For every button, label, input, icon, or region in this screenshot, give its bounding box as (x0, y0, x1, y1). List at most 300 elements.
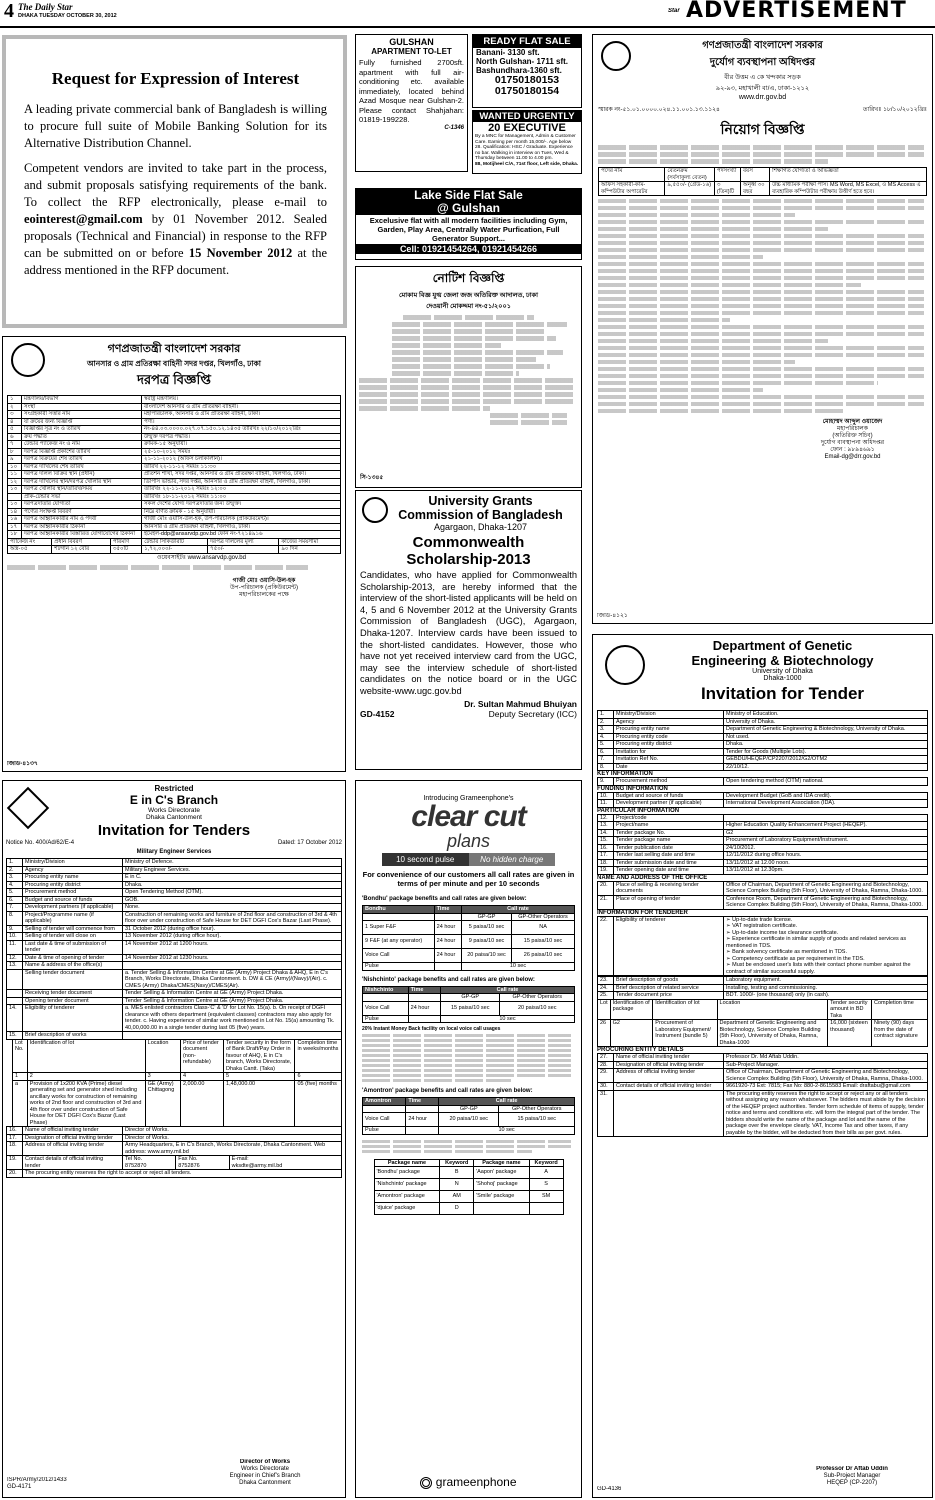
table-row (363, 1127, 575, 1135)
geb-table-fund (597, 792, 928, 808)
eligibility-text: Up-to-date trade license. (732, 916, 793, 923)
table-cell: 18. (7, 1142, 23, 1156)
table-row (598, 1083, 928, 1091)
ready-flat-line-3: Bashundhara-1360 sft. (476, 66, 562, 75)
table-cell: N (440, 1179, 474, 1191)
text-block (598, 199, 924, 203)
table-cell: 13. (598, 822, 614, 830)
text-block (598, 297, 924, 301)
table-row (363, 1001, 575, 1015)
table-row (8, 516, 341, 524)
table-cell: GP-GP (439, 1105, 499, 1113)
drr-header-2: দুর্যোগ ব্যবস্থাপনা অধিদপ্তর (709, 57, 816, 68)
table-cell: ৩ (তিন)টি (714, 182, 740, 196)
drr-memo: স্মারক নং-৫১.০১.০০০০.০২৪.১১.০০১.১৩.১১২৪ (598, 107, 720, 113)
table-cell: 9 F&F (at any operator) (363, 935, 435, 949)
table-cell: Budget and source of funds (614, 792, 724, 800)
table-cell: ইমেইল-ddp@ansarvdp.gov.bd ফোন নং-৭২১৪৯১৬ (142, 531, 341, 539)
table-cell: 7. (7, 904, 23, 912)
table-cell: 26 (598, 1020, 611, 1047)
table-cell: 30. (598, 1083, 614, 1091)
eligibility-item (726, 936, 925, 949)
table-row (8, 523, 341, 531)
ugc-logo-icon (362, 497, 388, 523)
table-cell: ডিপিসি ভান্ডার, সদর দপ্তর, আনসার ও গ্রাম প্রতিরক্ষা বাহিনী, খিলগাঁও, ঢাকা। (142, 478, 341, 486)
table-cell: 4. (598, 733, 614, 741)
table-header (374, 1159, 563, 1167)
table-row (7, 933, 342, 941)
table-cell (529, 1203, 563, 1215)
table-cell: Tender security amount in BD Taka (828, 999, 872, 1020)
table-cell: University of Dhaka. (724, 718, 928, 726)
table-cell: Ministry/Division (23, 859, 123, 867)
eic-email-cell (229, 1156, 341, 1170)
table-cell: 17. (7, 1134, 23, 1142)
text-block (598, 283, 861, 287)
table-cell: 5. (598, 741, 614, 749)
eic-notice-row (6, 840, 342, 847)
eic-main-title: Invitation for Tenders (97, 822, 251, 839)
gulshan-subtitle: APARTMENT TO-LET (371, 47, 452, 56)
table-cell: মহাপরিচালক, আনসার ও গ্রাম প্রতিরক্ষা বাহিনী, ঢাকা। (142, 411, 341, 419)
table-cell: দরপত্র দাখিলের স্থান/দরপত্র খোলার স্থান (22, 478, 142, 486)
eic-row-19: 19. (7, 1156, 23, 1170)
table-cell: অফিস সহকারী-কাম-কম্পিউটার অপারেটর (599, 182, 665, 196)
eic-dated: Dated: 17 October 2012 (277, 840, 342, 846)
table-cell: 7. (598, 756, 614, 764)
table-cell: Development partner (if applicable) (614, 800, 724, 808)
gp-hidden-badge: No hidden charge (469, 853, 556, 866)
drr-signer-title: মহাপরিচালক (837, 426, 868, 432)
gulshan-body: Fully furnished 2700sft. apartment with full air-conditioning etc. available immediately, located behind Azad Mosque near Gulshan-2. Please contact Shahjahan: 01819-199228. (359, 58, 464, 124)
table-row (7, 1134, 342, 1142)
eic-code-1: ISPR/Army/2012/1433 (7, 1477, 67, 1483)
table-cell (7, 969, 23, 990)
table-cell (408, 1015, 440, 1023)
table-cell: শিক্ষাগত যোগ্যতা ও অভিজ্ঞতা (770, 168, 927, 182)
table-cell: Lot (598, 999, 611, 1020)
table-row (598, 1061, 928, 1069)
table-cell: 6. (598, 748, 614, 756)
notice-case: দেওয়ানী মোকদ্দমা নং-৫১/২০০১ (426, 303, 511, 310)
drr-header-4: ৯২-৯৩, মহাখালী বা/এ, ঢাকা-১২১২ (715, 85, 810, 92)
table-cell: Voice Call (363, 1001, 409, 1015)
ready-flat-phone-1[interactable]: 01750180153 (494, 74, 560, 86)
table-row (7, 925, 342, 933)
eoi-text-a: Competent vendors are invited to take part in the process, and submit proposals satisfying requirements of the bank. To collect the RFP electronically, please e-mail to (24, 161, 327, 209)
notice-code: সি-১৩৪৫ (360, 475, 384, 481)
text-block (598, 213, 795, 217)
table-header (363, 986, 575, 994)
check-bullet-icon: ➢ (726, 923, 733, 929)
table-cell: SM (529, 1191, 563, 1203)
table-cell: 05 (five) months (295, 1080, 342, 1127)
table-row (598, 792, 928, 800)
table-cell: ৯০ দিন (279, 546, 341, 554)
table-cell: Identification of lot (653, 999, 717, 1020)
gp-intro: Introducing Grameenphone's (423, 795, 514, 802)
table-cell: Tender submission date and time (614, 859, 724, 867)
drr-memo-row (598, 104, 927, 115)
geb-table-info (597, 916, 928, 977)
table-cell: দরপত্র আহ্বানকারীর বিস্তারিত যোগাযোগের ঠিকানা (22, 531, 142, 539)
drr-title: নিয়োগ বিজ্ঞপ্তি (720, 121, 805, 137)
drr-fax: ফোন : ৯৮৯৪৬৯১ (830, 447, 875, 453)
table-cell: 'Bondhu' package (374, 1167, 440, 1179)
geb-eligibility (724, 916, 928, 976)
table-cell: Address of official inviting tender (614, 1069, 724, 1083)
table-cell: Amontron (363, 1098, 406, 1106)
table-cell: Eligibility of tenderer (23, 1005, 123, 1032)
check-bullet-icon: ➢ (726, 916, 733, 923)
eic-tail-table (6, 1126, 342, 1156)
text-block (598, 402, 924, 406)
ready-flat-phone-2[interactable]: 01750180154 (494, 85, 560, 97)
geb-section-entity: PROCURING ENTITY DETAILS (597, 1047, 684, 1053)
gp-bondhu-title: 'Bondhu' package benefits and call rates are given below: (362, 896, 527, 902)
geb-city: Dhaka-1000 (763, 675, 802, 682)
eligibility-text: Experience certificate in similar supply of goods and related services as mentioned in TDS. (726, 936, 907, 949)
table-cell: অনূর্ধ্ব ৩০ বছর (740, 182, 769, 196)
ready-flat-title: READY FLAT SALE (473, 35, 581, 48)
table-cell: 24/10/2012. (724, 844, 928, 852)
table-cell: 15 paisa/10 sec (499, 1113, 575, 1127)
table-cell: ৭৫০/- (208, 546, 279, 554)
table-cell: ৯ (8, 456, 22, 464)
ugc-title-4: Scholarship-2013 (406, 551, 531, 568)
drr-code: জিডি-৪১২১ (597, 613, 628, 619)
lakeside-title-2: @ Gulshan (356, 202, 581, 215)
table-cell: Date (614, 763, 724, 771)
table-subheader (363, 1105, 575, 1113)
text-block (598, 220, 924, 224)
ansar-website[interactable]: ওয়েবসাইটঃ www.ansarvdp.gov.bd (157, 554, 246, 561)
text-block (392, 364, 550, 369)
ansar-title: দরপত্র বিজ্ঞপ্তি (137, 372, 211, 387)
table-header (363, 906, 575, 914)
ugc-body: Candidates, who have applied for Commonwealth Scholarship-2013, are hereby informed that the interview of the short-listed applicants will be held on 4, 5 and 6 November 2012 at the University Grants Commission of Bangladesh (UGC), Agargaon, Dhaka-1207. Interview cards have been issued to the short-listed candidates. However, those who have not yet received interview card from the UGC, may see the interview schedule of short-listed candidates on the notice board or in the UGC website-www.ugc.gov.bd (360, 570, 577, 696)
table-cell: 14 November 2012 at 1230 hours. (123, 954, 342, 962)
gp-bonus-title: 20% Instant Money Back facility on local voice call usages (362, 1026, 501, 1032)
text-block (392, 357, 537, 362)
table-subheader (363, 913, 575, 921)
table-cell: Call rate (440, 986, 574, 994)
table-cell: প্রধান বিবরণ (52, 538, 111, 546)
table-cell: 10 sec (461, 963, 574, 971)
table-cell: 13/11/2012 at 12.30pm. (724, 867, 928, 875)
table-cell: Designation of official inviting tender (23, 1134, 123, 1142)
eoi-email[interactable]: eointerest@gmail.com (24, 212, 143, 226)
eic-sign-4: Dhaka Cantonment (239, 1480, 291, 1486)
geb-table-a (597, 710, 928, 771)
table-row (8, 448, 341, 456)
table-cell: Brief description of works (23, 1032, 123, 1040)
gp-keyword-table (374, 1159, 564, 1216)
table-cell: দরপত্র দলিল বিক্রির স্থান (প্রধান) (22, 471, 142, 479)
table-cell: 1. (7, 859, 23, 867)
eoi-paragraph-1: A leading private commercial bank of Bangladesh is willing to procure full suite of Mobile Banking Solution for its Alternative Distribution Channel. (24, 102, 327, 150)
table-cell (123, 962, 342, 970)
table-cell: 'Nishchinto' package (374, 1179, 440, 1191)
table-cell: Procuring entity code (614, 733, 724, 741)
text-block (598, 388, 763, 392)
table-cell: G2 (610, 1020, 653, 1047)
table-cell: 9661920-73 Ext: 7815; Fax No: 880-2-8615583 Email: draftabu@gmail.com (724, 1083, 928, 1091)
table-cell: Pulse (363, 1127, 406, 1135)
table-cell: Bondhu (363, 906, 435, 914)
geb-signer: Professor Dr Aftab Uddin (816, 1466, 888, 1472)
table-cell: ২১-১১-২০১২ (অফিস চলাকালীন)। (142, 456, 341, 464)
ugc-ad (355, 490, 582, 770)
wanted-body: By a MNC for Management, Admin & Customer Care. Earning per month 15,000/-. Age below 28. Qualification: HSC / Graduate. Experience no bar. Walking in interview on Tues, Wed & Thursday between 11.00 to 4.00 pm. (475, 134, 576, 162)
geb-table-part (597, 814, 928, 875)
text-block (598, 255, 763, 259)
table-cell: 19. (598, 867, 614, 875)
table-cell: ১৩ (8, 501, 22, 509)
table-row (7, 911, 342, 925)
eligibility-text: Competency certificate as per requirement in the TDS. (732, 955, 865, 962)
table-cell: 9. (598, 778, 614, 786)
table-row (598, 829, 928, 837)
eic-fax: 8752876 (178, 1162, 200, 1169)
ugc-address: Agargaon, Dhaka-1207 (433, 522, 528, 532)
eic-lot-table (12, 1039, 342, 1128)
text-block (7, 565, 308, 570)
table-cell: Completion time (872, 999, 928, 1020)
lakeside-ad (355, 188, 582, 260)
table-cell: 3. (7, 874, 23, 882)
table-cell: 31 October 2012 (during office hour). (123, 925, 342, 933)
table-cell: 21. (598, 895, 614, 909)
table-row (598, 1054, 928, 1062)
table-cell: Tender Selling & Information Centre at GE (Army) Project Dhaka. (123, 997, 342, 1005)
ansar-header-1: গণপ্রজাতন্ত্রী বাংলাদেশ সরকার (107, 343, 241, 355)
table-row (598, 844, 928, 852)
table-cell: ৮ (8, 448, 22, 456)
notice-court: মোকাম বিজ্ঞ যুগ্ম জেলা জজ অতিরিক্ত আদালত, ঢাকা (399, 292, 538, 299)
eoi-ad (2, 35, 347, 328)
mini-logo: Star (668, 8, 680, 14)
table-row (8, 486, 341, 494)
gp-pulse-badge: 10 second pulse (382, 853, 469, 866)
table-cell: Invitation for (614, 748, 724, 756)
table-cell: 11. (7, 940, 23, 954)
table-cell: 1,48,000.00 (224, 1080, 295, 1127)
table-cell: 24 hour (406, 1113, 439, 1127)
table-cell: 14. (7, 1005, 23, 1032)
text-block (403, 315, 534, 320)
text-block (362, 1064, 571, 1067)
table-row (598, 837, 928, 845)
table-cell: Professor Dr. Md Aftab Uddin. (724, 1054, 928, 1062)
wanted-ad (472, 110, 582, 174)
table-cell: Procurement of Laboratory Equipment/Instrument. (724, 837, 928, 845)
table-cell: অস্ত্র-০৫ (8, 546, 52, 554)
text-block (598, 290, 924, 294)
ansar-signer: গাজী মোঃ ওয়াসি-উল-হক (232, 577, 296, 584)
table-cell: প্রাক-টেন্ডার সভা (22, 493, 142, 501)
drr-header-3: বীর উত্তম এ কে খন্দকার সড়ক (724, 74, 801, 81)
table-cell: 10 sec (440, 1015, 574, 1023)
text-block (598, 318, 730, 322)
table-cell: 5 (224, 1073, 295, 1081)
table-cell: International Development Association (IDA). (724, 800, 928, 808)
table-cell: Identification of package (610, 999, 653, 1020)
table-cell: 8. (598, 763, 614, 771)
section-title: ADVERTISEMENT (686, 0, 907, 23)
drr-email[interactable]: Email-dg@drr.gov.bd (824, 454, 881, 460)
table-cell: a (13, 1080, 28, 1127)
eic-sign-1: Director of Works (239, 1459, 291, 1465)
table-cell: 'Smile' package (474, 1191, 530, 1203)
table-cell: দরপত্র আহ্বানকারীর ঠিকানা (22, 523, 142, 531)
table-cell: প্যাকেজ নং (8, 538, 52, 546)
table-row (598, 711, 928, 719)
table-cell: Conference Room, Department of Genetic Engineering and Biotechnology, Science Complex Building (5th Floor), University of Dhaka, Ramna, Dhaka-1000. (724, 895, 928, 909)
gp-nishchinto-table (362, 986, 575, 1024)
table-cell: 1 (13, 1073, 28, 1081)
table-cell: 10 sec (439, 1127, 575, 1135)
table-cell: Project/Programme name (if applicable) (23, 911, 123, 925)
table-cell: Dhaka. (724, 741, 928, 749)
table-cell: টেন্ডার সিকিউরিটি (142, 538, 208, 546)
table-cell: Open tendering method (OTM) national. (724, 778, 928, 786)
table-cell: মন্ত্রণালয়/বিভাগ (22, 396, 142, 404)
text-block (598, 367, 924, 371)
table-row (7, 1142, 342, 1156)
table-cell: 2,000.00 (180, 1080, 223, 1127)
eic-sign-3: Engineer in Chief's Branch (229, 1473, 301, 1479)
text-block (362, 1034, 571, 1037)
table-cell: Date & time of opening of tender (23, 954, 123, 962)
text-block (598, 241, 924, 245)
table-cell: 4. (7, 881, 23, 889)
table-cell: Procuring entity name (23, 874, 123, 882)
text-block (598, 159, 828, 164)
table-cell: GP-Other Operators (499, 1105, 575, 1113)
geb-section-office: NAME AND ADDRESS OF THE OFFICE (597, 874, 708, 881)
table-cell: ২৫-১০-২০১২ সময়ঃ (142, 448, 341, 456)
text-block (359, 378, 574, 383)
text-block (490, 420, 567, 425)
lakeside-phones[interactable]: Cell: 01921454264, 01921454266 (356, 244, 581, 254)
table-cell: Agency (23, 866, 123, 874)
text-block (598, 332, 924, 336)
text-block (598, 234, 924, 238)
table-cell: Tender Selling & Information Centre at GE (Army) Project Dhaka. (123, 990, 342, 998)
table-cell: 28. (598, 1061, 614, 1069)
table-cell: D (440, 1203, 474, 1215)
table-row (7, 1127, 342, 1135)
table-cell: 15 paisa/10 sec (512, 935, 575, 949)
table-cell: Agency (614, 718, 724, 726)
table-cell: Contact details of official inviting tender (614, 1083, 724, 1091)
table-cell: ১২ (8, 478, 22, 486)
table-row (8, 493, 341, 501)
geb-title-1: Department of Genetic (712, 638, 853, 653)
table-cell (363, 1105, 406, 1113)
legal-notice-ad (355, 266, 582, 488)
geb-table-office (597, 881, 928, 910)
table-cell: 31. (598, 1090, 614, 1137)
eoi-title: Request for Expression of Interest (51, 69, 300, 88)
text-block (598, 248, 924, 252)
ugc-signer: Dr. Sultan Mahmud Bhuiyan (464, 698, 577, 709)
table-cell: 16. (7, 1127, 23, 1135)
eoi-text-c: at the address mentioned in the RFP document. (24, 246, 328, 277)
table-cell: 2 (27, 1073, 145, 1081)
table-cell: দরপত্র বিক্রয়ের শেষ তারিখ (22, 456, 142, 464)
table-cell: None. (123, 904, 342, 912)
text-block (598, 304, 924, 308)
eoi-text-b: by 01 November 2012. Sealed proposals (Technical and Financial) in response to the RFP can be submitted on or before (24, 212, 328, 260)
table-cell: ৩ (8, 411, 22, 419)
ansar-tender-ad (2, 336, 346, 772)
table-cell: বেতনক্রম (সর্বসাকুল্য বেতন) (665, 168, 715, 182)
table-cell: Lot No. (13, 1039, 28, 1073)
table-cell: দরপত্র আহ্বানকারীর নাম ও পদবী (22, 516, 142, 524)
eic-email[interactable]: wksdte@army.mil.bd (231, 1162, 283, 1169)
table-cell: 2. (7, 866, 23, 874)
table-cell (614, 1090, 724, 1137)
dateline: DHAKA TUESDAY OCTOBER 30, 2012 (18, 13, 117, 19)
table-cell: 20 paisa/10 sec (461, 949, 511, 963)
drr-post-table (598, 167, 927, 196)
table-cell: S (529, 1179, 563, 1191)
table-cell: নং-৪৪.০৩.০০০০.০২৭.০৭.১৫০.১২.১৪৩৫ তারিখঃ ২২/১০/২০১২খ্রিঃ (142, 426, 341, 434)
table-cell: 'Amontron' package (374, 1191, 440, 1203)
table-cell: Place of selling & receiving tender documents (614, 881, 724, 895)
gp-brand-2: plans (446, 831, 491, 851)
table-cell: Provision of 1x200 KVA (Prime) diesel generating set and generator shed including ancillary works for construction of remaining works of 2nd floor and construction of 3rd and 4th floor over under construction of Safe House for DET DGFI Cox's Bazar (Last Phase) (27, 1080, 145, 1127)
table-cell: 16. (598, 844, 614, 852)
table-cell: Price of tender document (non-refundable) (180, 1039, 223, 1073)
table-cell (406, 1127, 439, 1135)
table-row (7, 874, 342, 882)
drr-signer: মোহাম্মদ আব্দুল ওয়াজেদ (822, 419, 883, 425)
table-cell: 13. (7, 962, 23, 970)
table-cell: 10. (598, 792, 614, 800)
table-cell: 15. (598, 837, 614, 845)
table-cell: AM (440, 1191, 474, 1203)
eligibility-text: Bank solvency certificate as mentioned in TDS. (732, 949, 847, 955)
table-row (7, 859, 342, 867)
table-cell: Construction of remaining works and furniture of 2nd floor and construction of 3rd & 4th floor over under construction of Safe House for DET DGFI Cox's Bazar (Last Phase). (123, 911, 342, 925)
table-cell (363, 913, 435, 921)
table-row (598, 977, 928, 985)
table-cell: 1 Super F&F (363, 921, 435, 935)
table-cell: 20 paisa/10 sec (439, 1113, 499, 1127)
table-row (598, 733, 928, 741)
table-cell: 12. (7, 954, 23, 962)
table-cell: Tender opening date and time (614, 867, 724, 875)
table-cell: ৯,৫৫০/- (গ্রেড-১৬) (665, 182, 715, 196)
table-cell: প্রতিশন শাখা, সদর দপ্তর, আনসার ও গ্রাম প্রতিরক্ষা বাহিনী, খিলগাঁও, ঢাকা। (142, 471, 341, 479)
table-cell: 17. (598, 852, 614, 860)
table-cell: Place of opening of tender (614, 895, 724, 909)
table-cell: ১৮ (8, 531, 22, 539)
table-cell: পদসংখ্যা (714, 168, 740, 182)
drr-web[interactable]: www.drr.gov.bd (738, 94, 787, 101)
table-row (8, 396, 341, 404)
text-block (490, 413, 567, 418)
table-cell: পদের নাম (599, 168, 665, 182)
table-cell: 1. (598, 711, 614, 719)
table-row (7, 889, 342, 897)
table-cell: GP-GP (461, 913, 511, 921)
table-cell: Receiving tender document (23, 990, 123, 998)
geb-section-fund: FUNDING INFORMATION (597, 785, 668, 792)
